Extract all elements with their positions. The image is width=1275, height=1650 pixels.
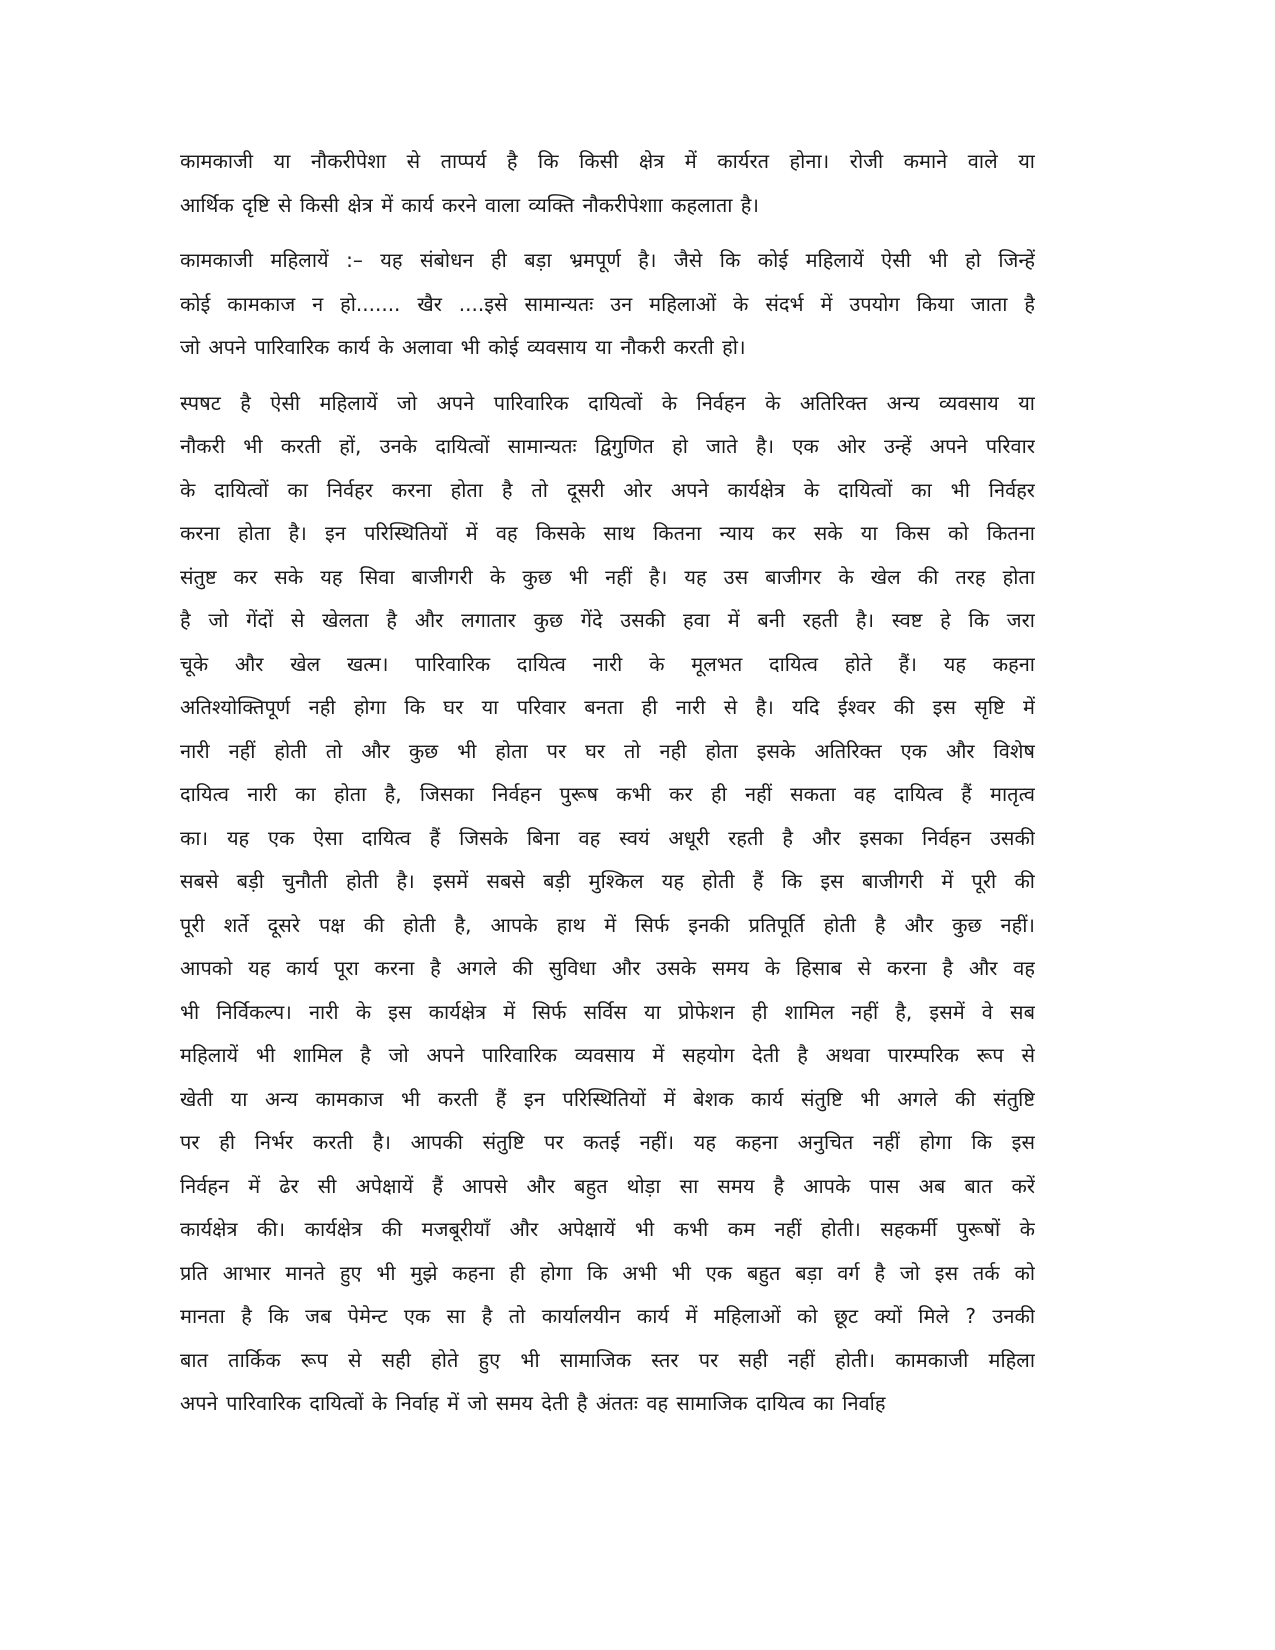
text-line: के दायित्वों का निर्वहर करना होता है तो दूसरी ओर अपने कार्यक्षेत्र के दायित्वों का भी निर्वहर — [180, 477, 1035, 502]
text-line: चूके और खेल खत्म। पारिवारिक दायित्व नारी के मूलभत दायित्व होते हैं। यह कहना — [180, 651, 1035, 676]
text-line: महिलायें भी शामिल है जो अपने पारिवारिक व्यवसाय में सहयोग देती है अथवा पारम्परिक रूप से — [180, 1043, 1035, 1067]
paragraph — [180, 140, 1035, 227]
document-page — [180, 140, 1035, 1438]
text-line: अपने पारिवारिक दायित्वों के निर्वाह में जो समय देती है अंततः वह सामाजिक दायित्व का निर्वाह — [180, 1391, 886, 1415]
text-line: जो अपने पारिवारिक कार्य के अलावा भी कोई व्यवसाय या नौकरी करती हो। — [180, 335, 746, 359]
text-line: कामकाजी महिलायें :– यह संबोधन ही बड़ा भ्रमपूर्ण है। जैसे कि कोई महिलायें ऐसी भी हो जिन्हें — [180, 248, 1035, 272]
text-line: भी निर्विकल्प। नारी के इस कार्यक्षेत्र में सिर्फ सर्विस या प्रोफेशन ही शामिल नहीं है, इसमें वे सब — [180, 999, 1035, 1024]
text-line: बात तार्किक रूप से सही होते हुए भी सामाजिक स्तर पर सही नहीं होती। कामकाजी महिला — [180, 1347, 1035, 1372]
text-line: आर्थिक दृष्टि से किसी क्षेत्र में कार्य करने वाला व्यक्ति नौकरीपेशाा कहलाता है। — [180, 192, 760, 217]
paragraph — [180, 239, 1035, 370]
text-line: संतुष्ट कर सके यह सिवा बाजीगरी के कुछ भी नहीं है। यह उस बाजीगर के खेल की तरह होता — [180, 564, 1035, 589]
text-line: पर ही निर्भर करती है। आपकी संतुष्टि पर कतई नहीं। यह कहना अनुचित नहीं होगा कि इस — [180, 1130, 1035, 1154]
text-line: नौकरी भी करती हों, उनके दायित्वों सामान्यतः द्विगुणित हो जाते है। एक ओर उन्हें अपने परिवार — [180, 434, 1035, 458]
text-line: करना होता है। इन परिस्थितियों में वह किसके साथ कितना न्याय कर सके या किस को कितना — [180, 521, 1035, 545]
text-line: निर्वहन में ढेर सी अपेक्षायें हैं आपसे और बहुत थोड़ा सा समय है आपके पास अब बात करें — [180, 1173, 1035, 1198]
text-line: कार्यक्षेत्र की। कार्यक्षेत्र की मजबूरीयॉं और अपेक्षायें भी कभी कम नहीं होती। सहकर्मी पुरूषों के — [180, 1217, 1035, 1241]
text-line: दायित्व नारी का होता है, जिसका निर्वहन पुरूष कभी कर ही नहीं सकता वह दायित्व हैं मातृत्व — [180, 782, 1035, 806]
text-line: कोई कामकाज न हो....... खैर ....इसे सामान्यतः उन महिलाओं के संदर्भ में उपयोग किया जाता है — [180, 291, 1035, 316]
text-line: का। यह एक ऐसा दायित्व हैं जिसके बिना वह स्वयं अधूरी रहती है और इसका निर्वहन उसकी — [180, 825, 1035, 850]
paragraph — [180, 382, 1035, 1426]
text-line: सबसे बड़ी चुनौती होती है। इसमें सबसे बड़ी मुश्किल यह होती हैं कि इस बाजीगरी में पूरी की — [180, 869, 1035, 893]
text-line: है जो गेंदों से खेलता है और लगातार कुछ गेंदे उसकी हवा में बनी रहती है। स्वष्ट हे कि जरा — [180, 608, 1035, 632]
text-line: पूरी शर्ते दूसरे पक्ष की होती है, आपके हाथ में सिर्फ इनकी प्रतिपूर्ति होती है और कुछ नहीं। — [180, 912, 1035, 937]
text-line: आपको यह कार्य पूरा करना है अगले की सुविधा और उसके समय के हिसाब से करना है और वह — [180, 956, 1035, 980]
text-line: अतिश्योक्तिपूर्ण नही होगा कि घर या परिवार बनता ही नारी से है। यदि ईश्वर की इस सृष्टि में — [180, 695, 1035, 719]
text-line: मानता है कि जब पेमेन्ट एक सा है तो कार्यालयीन कार्य में महिलाओं को छूट क्यों मिले ? उनकी — [180, 1304, 1035, 1328]
document-body — [180, 140, 1035, 1426]
text-line: स्पषट है ऐसी महिलायें जो अपने पारिवारिक दायित्वों के निर्वहन के अतिरिक्त अन्य व्यवसाय या — [180, 390, 1035, 415]
text-line: कामकाजी या नौकरीपेशा से ताप्पर्य है कि किसी क्षेत्र में कार्यरत होना। रोजी कमाने वाले या — [180, 149, 1035, 173]
text-line: खेती या अन्य कामकाज भी करती हैं इन परिस्थितियों में बेशक कार्य संतुष्टि भी अगले की संतुष्टि — [180, 1086, 1035, 1111]
text-line: नारी नहीं होती तो और कुछ भी होता पर घर तो नही होता इसके अतिरिक्त एक और विशेष — [180, 738, 1035, 763]
text-line: प्रति आभार मानते हुए भी मुझे कहना ही होगा कि अभी भी एक बहुत बड़ा वर्ग है जो इस तर्क को — [180, 1260, 1035, 1285]
